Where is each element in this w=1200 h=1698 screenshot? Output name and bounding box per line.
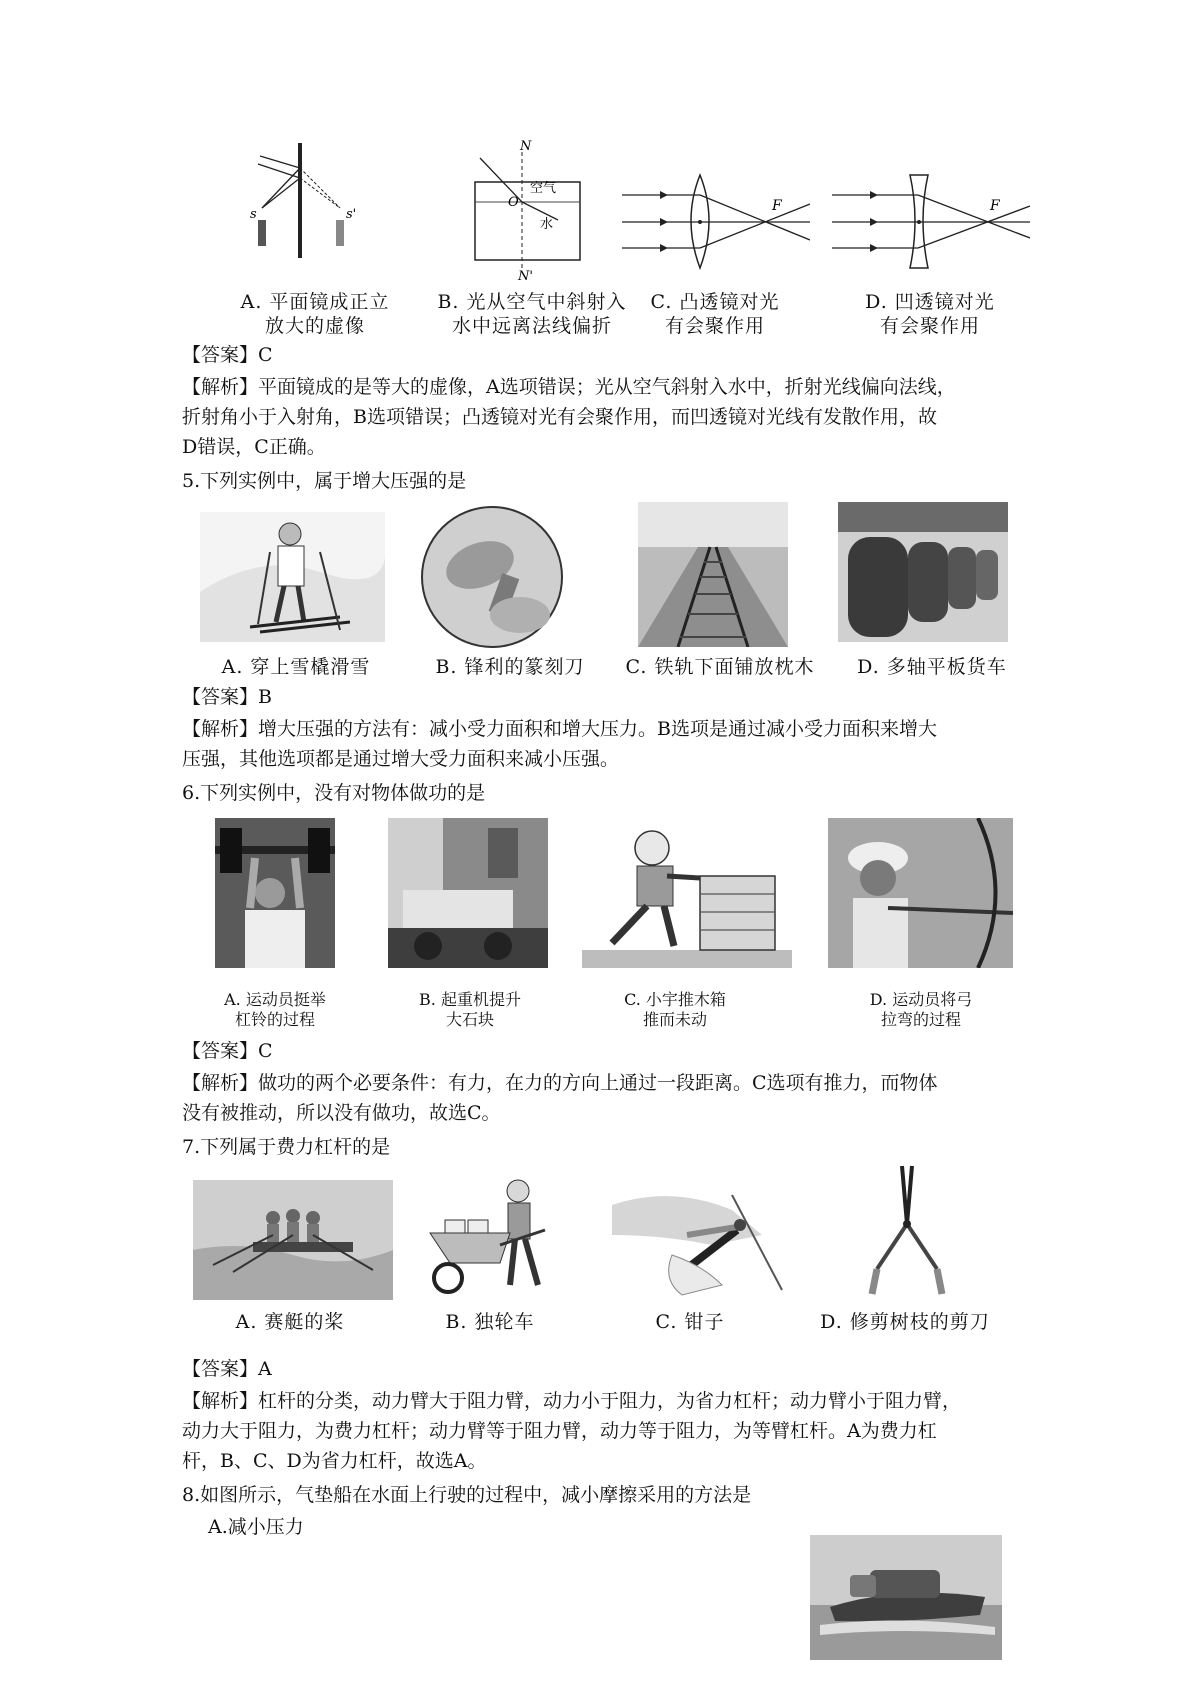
rowing-boat-image [193, 1180, 393, 1300]
q6-caption-a-line2: 杠铃的过程 [234, 1010, 315, 1029]
q5-caption-a: A. 穿上雪橇滑雪 [221, 656, 371, 678]
label-water: 水 [540, 217, 554, 232]
q4-analysis-3: D错误，C正确。 [182, 436, 326, 458]
crane-lift-image [388, 818, 548, 968]
q5-question: 5.下列实例中，属于增大压强的是 [182, 470, 467, 492]
q4-caption-b-line2: 水中远离法线偏折 [451, 315, 612, 337]
label-air: 空气 [530, 181, 557, 196]
q4-caption-a-line2: 放大的虚像 [264, 315, 365, 337]
q8-option-a: A.减小压力 [208, 1516, 304, 1538]
label-f-convex: F [772, 198, 782, 214]
q4-answer: 【答案】C [182, 344, 273, 366]
q6-caption-b-line2: 大石块 [445, 1010, 494, 1029]
q4-caption-b-line1: B. 光从空气中斜射入 [437, 291, 627, 313]
concave-lens-figure [830, 170, 1030, 275]
q6-question: 6.下列实例中，没有对物体做功的是 [182, 782, 486, 804]
q7-analysis-1: 【解析】杠杆的分类，动力臂大于阻力臂，动力小于阻力，为省力杠杆；动力臂小于阻力臂， [182, 1390, 962, 1412]
label-n-prime: N' [518, 269, 533, 280]
q4-caption-d [835, 290, 1025, 338]
refraction-figure [470, 140, 585, 280]
q6-answer: 【答案】C [182, 1040, 273, 1062]
q7-analysis-3: 杆，B、C、D为省力杠杆，故选A。 [182, 1450, 487, 1472]
q4-analysis-1: 【解析】平面镜成的是等大的虚像，A选项错误；光从空气斜射入水中，折射光线偏向法线， [182, 376, 956, 398]
label-f-concave: F [990, 198, 1000, 214]
q6-caption-c-line1: C. 小宇推木箱 [624, 990, 726, 1009]
q7-question: 7.下列属于费力杠杆的是 [182, 1136, 391, 1158]
q6-caption-d-line1: D. 运动员将弓 [869, 990, 973, 1009]
q6-analysis-2: 没有被推动，所以没有做功，故选C。 [182, 1102, 501, 1124]
convex-lens-figure [620, 170, 810, 275]
q6-caption-b-line1: B. 起重机提升 [419, 990, 521, 1009]
q6-caption-a [190, 990, 360, 1030]
q6-caption-d-line2: 拉弯的过程 [880, 1010, 961, 1029]
q5-caption-b: B. 锋利的篆刻刀 [435, 656, 585, 678]
q4-caption-a-line1: A. 平面镜成正立 [240, 291, 390, 313]
pruning-shears-image [862, 1164, 952, 1299]
q7-answer: 【答案】A [182, 1358, 272, 1380]
q4-caption-b [412, 290, 652, 338]
archer-image [828, 818, 1013, 968]
q6-caption-d [836, 990, 1006, 1030]
boy-pushing-box-image [582, 818, 792, 968]
q5-analysis-1: 【解析】增大压强的方法有：减小受力面积和增大压力。B选项是通过减小受力面积来增大 [182, 718, 937, 740]
q7-caption-d: D. 修剪树枝的剪刀 [820, 1311, 990, 1333]
q6-caption-b [385, 990, 555, 1030]
wheelbarrow-image [420, 1175, 570, 1300]
q4-caption-c [620, 290, 810, 338]
railway-track-image [638, 502, 788, 647]
q8-question: 8.如图所示，气垫船在水面上行驶的过程中，减小摩擦采用的方法是 [182, 1484, 752, 1506]
q5-caption-c: C. 铁轨下面铺放枕木 [625, 656, 815, 678]
q7-caption-a: A. 赛艇的桨 [235, 1311, 345, 1333]
q6-caption-a-line1: A. 运动员挺举 [224, 990, 326, 1009]
q4-caption-c-line2: 有会聚作用 [664, 315, 765, 337]
hovercraft-image [810, 1535, 1002, 1660]
q7-caption-c: C. 钳子 [655, 1311, 725, 1333]
skier-image [200, 512, 385, 642]
weightlifter-image [215, 818, 335, 968]
q7-analysis-2: 动力大于阻力，为费力杠杆；动力臂等于阻力臂，动力等于阻力，为等臂杠杆。A为费力杠 [182, 1420, 937, 1442]
seal-knife-image [420, 505, 565, 650]
plane-mirror-figure [250, 138, 370, 268]
label-n: N [520, 140, 532, 154]
q6-caption-c-line2: 推而未动 [642, 1010, 707, 1029]
label-s: s [250, 207, 257, 222]
pliers-image [612, 1175, 792, 1300]
q4-caption-d-line2: 有会聚作用 [879, 315, 980, 337]
q4-caption-c-line1: C. 凸透镜对光 [650, 291, 780, 313]
q4-caption-a [220, 290, 410, 338]
label-s-prime: s' [346, 207, 357, 222]
q6-analysis-1: 【解析】做功的两个必要条件：有力，在力的方向上通过一段距离。C选项有推力，而物体 [182, 1072, 938, 1094]
q5-caption-d: D. 多轴平板货车 [857, 656, 1007, 678]
q5-analysis-2: 压强，其他选项都是通过增大受力面积来减小压强。 [182, 748, 620, 770]
q7-caption-b: B. 独轮车 [445, 1311, 535, 1333]
q6-caption-c [590, 990, 760, 1030]
label-o: O [508, 195, 519, 210]
q4-caption-d-line1: D. 凹透镜对光 [865, 291, 995, 313]
q5-answer: 【答案】B [182, 686, 272, 708]
q4-analysis-2: 折射角小于入射角，B选项错误；凸透镜对光有会聚作用，而凹透镜对光线有发散作用，故 [182, 406, 937, 428]
multi-axle-truck-image [838, 502, 1008, 642]
